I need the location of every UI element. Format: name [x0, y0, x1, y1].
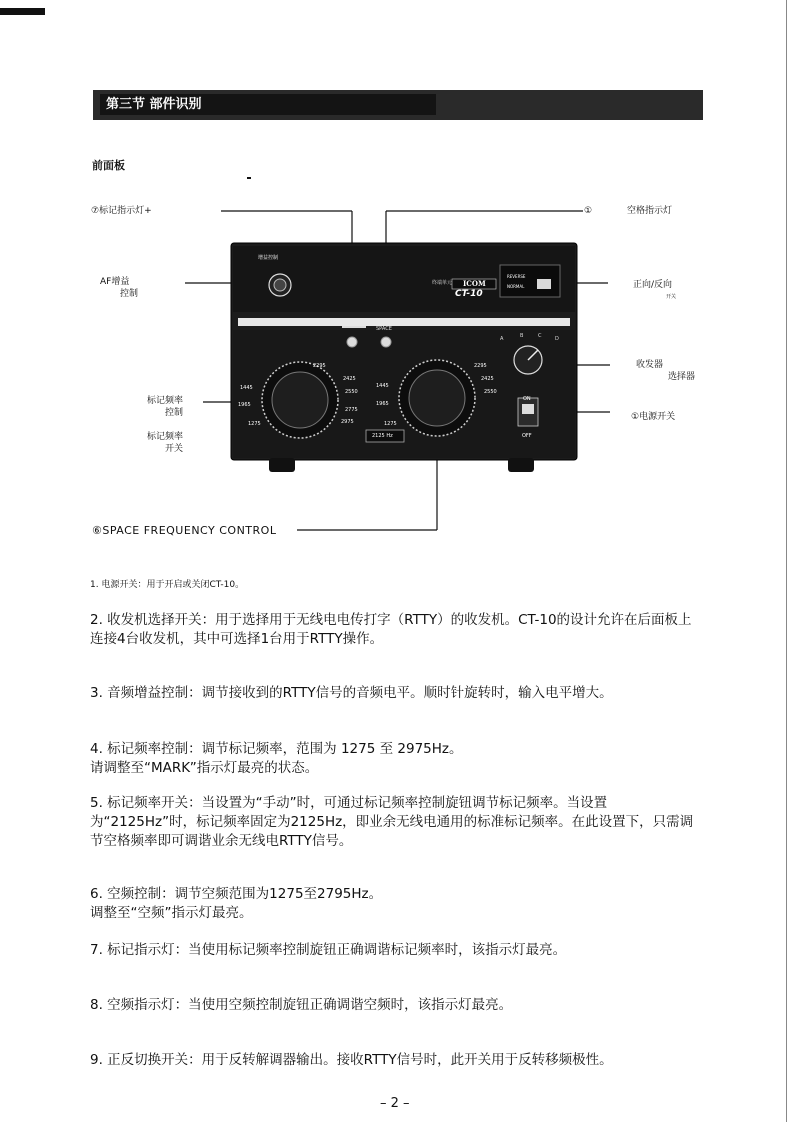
mark-freq-control-callout-2: 控制 [164, 408, 183, 418]
right-dial-tick: 1965 [376, 401, 389, 407]
selector-letter-b: B [520, 333, 524, 339]
left-dial-tick: 2550 [345, 389, 358, 395]
space-indicator-number: ① [584, 206, 593, 216]
paragraph-5: 5. 标记频率开关：当设置为“手动”时，可通过标记频率控制旋钮调节标记频率。当设置 [90, 795, 608, 811]
transceiver-selector-callout: 收发器 [635, 360, 663, 370]
normal-reverse-callout-2: 开关 [666, 294, 677, 300]
paragraph-6: 6. 空频控制：调节空频范围为1275至2795Hz。 [90, 886, 383, 902]
left-dial-tick: 1275 [248, 421, 261, 427]
mark-freq-switch-callout: 标记频率 [146, 432, 183, 442]
power-off-label: OFF [522, 433, 532, 439]
section-title: 第三节 部件识别 [100, 94, 436, 115]
mark-freq-control-callout: 标记频率 [146, 396, 183, 406]
model-name: CT-10 [455, 289, 483, 299]
left-dial-tick: 1445 [240, 385, 253, 391]
left-dial-tick: 2775 [345, 407, 358, 413]
normal-reverse-callout: 正向/反向 [633, 280, 673, 290]
paragraph-5-continued: 为“2125Hz”时，标记频率固定为2125Hz，即业余无线电通用的标准标记频率。在此设置下，只需调节空格频率即可调谐业余无线电RTTY信号。 [90, 814, 694, 849]
power-switch-callout: ①电源开关 [631, 412, 676, 422]
power-on-label: ON [523, 396, 531, 402]
normal-label: NORMAL [507, 284, 525, 289]
right-dial-tick: 2550 [484, 389, 497, 395]
selector-letter-c: C [538, 333, 542, 339]
space-indicator-callout: 空格指示灯 [627, 206, 673, 216]
right-dial-tick: 2425 [481, 376, 494, 382]
left-dial-tick: 2295 [313, 363, 326, 369]
paragraph-4-continued: 请调整至“MARK”指示灯最亮的状态。 [90, 760, 319, 776]
terminal-unit-label: 终端单元 [432, 280, 453, 286]
left-dial-tick: 2975 [341, 419, 354, 425]
brand-logo: ICOM [463, 279, 486, 288]
gain-control-label: 增益控制 [258, 255, 279, 261]
af-gain-callout: AF增益 [100, 277, 130, 287]
af-gain-callout-2: 控制 [120, 289, 139, 299]
left-dial-tick: 2425 [343, 376, 356, 382]
paragraph-4: 4. 标记频率控制：调节标记频率，范围为 1275 至 2975Hz。 [90, 741, 463, 757]
paragraph-1: 1. 电源开关：用于开启或关闭CT-10。 [90, 580, 245, 590]
left-dial-tick: 1965 [238, 402, 251, 408]
transceiver-selector-callout-2: 选择器 [667, 372, 695, 382]
space-lamp-label: SPACE [376, 326, 392, 332]
hz-switch-label: 2125 Hz [372, 433, 393, 439]
right-dial-tick: 1445 [376, 383, 389, 389]
paragraph-8: 8. 空频指示灯：当使用空频控制旋钮正确调谐空频时，该指示灯最亮。 [90, 997, 513, 1013]
right-dial-tick: 1275 [384, 421, 397, 427]
paragraph-6-continued: 调整至“空频”指示灯最亮。 [90, 905, 253, 921]
selector-letter-a: A [500, 336, 504, 342]
paragraph-9: 9. 正反切换开关：用于反转解调器输出。接收RTTY信号时，此开关用于反转移频极性。 [90, 1052, 613, 1068]
mark-indicator-callout: ⑦标记指示灯+ [91, 206, 152, 216]
space-freq-control-callout: ⑥SPACE FREQUENCY CONTROL [92, 524, 277, 537]
subheading: 前面板 [92, 159, 125, 172]
mark-freq-switch-callout-2: 开关 [164, 444, 183, 454]
paragraph-2: 2. 收发机选择开关：用于选择用于无线电电传打字（RTTY）的收发机。CT-10的设计允许在后面板上连接4台收发机，其中可选择1台用于RTTY操作。 [90, 612, 692, 647]
reverse-label: REVERSE [507, 274, 526, 279]
right-dial-tick: 2295 [474, 363, 487, 369]
paragraph-3: 3. 音频增益控制：调节接收到的RTTY信号的音频电平。顺时针旋转时，输入电平增大。 [90, 685, 613, 701]
page-number: – 2 – [380, 1096, 410, 1111]
selector-letter-d: D [555, 336, 559, 342]
paragraph-7: 7. 标记指示灯：当使用标记频率控制旋钮正确调谐标记频率时，该指示灯最亮。 [90, 942, 567, 958]
